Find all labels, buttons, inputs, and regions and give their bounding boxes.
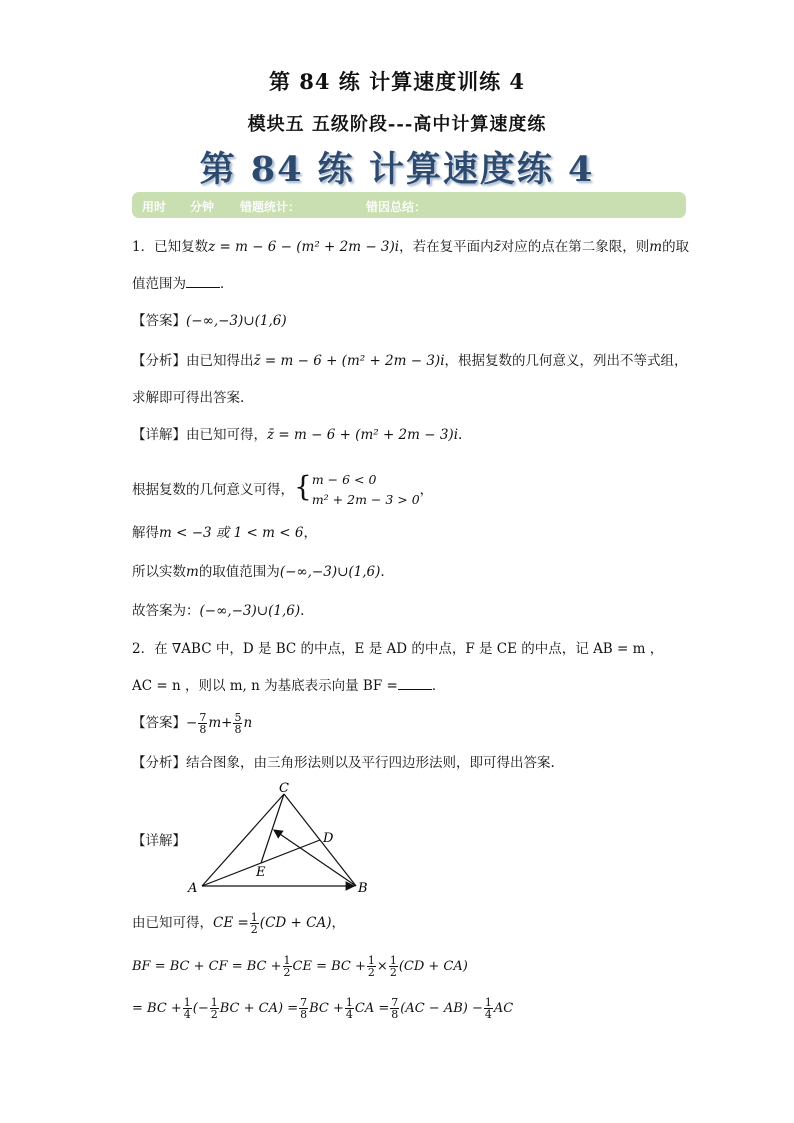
q1-answer [132,312,287,330]
text: . [380,564,385,580]
text: ，根据复数的几何意义，列出不等式组， [444,353,688,369]
numerator: 1 [367,954,375,967]
vector-bf [274,830,356,886]
text: AC = n ，则以 m, n 为基底表示向量 BF = [132,678,398,694]
q2-ce-line [132,912,345,935]
answer-label: 【答案】 [132,313,186,329]
formula: (−∞,−3)∪(1,6) [199,603,301,619]
q1-range [132,563,385,581]
text: + [221,715,233,731]
fraction [367,955,376,978]
module-subtitle: 模块五 五级阶段---高中计算速度练 [247,114,547,135]
numerator: 7 [391,996,399,1009]
inequality-stack [312,470,420,510]
side-ac [202,794,284,886]
numerator: 1 [250,911,258,924]
formula: z̄ = m − 6 + (m² + 2m − 3)i [253,353,445,369]
label-c: C [279,781,289,796]
time-label: 用时 [142,200,167,214]
formula: (− [192,1001,209,1016]
formula: × [376,959,388,974]
text: ． [220,276,234,292]
formula: m [186,564,199,580]
text: 1．已知复数 [132,239,209,255]
formula: z̄ [493,239,501,255]
text: ， [419,482,434,498]
denominator: 2 [250,923,258,936]
text: 的取 [662,239,690,255]
text: ， [303,525,317,541]
text: ， [331,915,345,931]
error-summary-label: 错因总结： [366,200,427,214]
fraction [345,997,354,1020]
inequality-2: m² + 2m − 3 > 0 [311,492,420,507]
q1-stem-line2 [132,275,234,293]
numerator: 1 [210,996,218,1009]
numerator: 7 [199,711,207,724]
answer-value: (−∞,−3)∪(1,6) [186,313,287,329]
denominator: 2 [367,966,375,979]
formula: CA = [354,1001,390,1016]
numerator: 1 [484,996,492,1009]
segment-ce [261,794,284,863]
text: 对应的点在第二象限，则 [500,239,650,255]
formula: − [186,715,198,731]
analysis-label: 【分析】 [132,755,186,771]
denominator: 8 [300,1008,308,1021]
fraction [183,997,192,1020]
label-d: D [323,831,334,846]
label-a: A [188,881,198,896]
label-b: B [358,881,368,896]
formula: BC + [309,1001,344,1016]
formula: (AC − AB) − [400,1001,483,1016]
formula: AC [493,1001,514,1016]
answer-blank [398,677,432,690]
fraction [283,955,292,978]
formula: n [243,715,253,731]
q2-stem-line2 [132,677,445,695]
numerator: 1 [345,996,353,1009]
q2-stem-line1: 2．在 ∇ABC 中，D 是 BC 的中点，E 是 AD 的中点，F 是 CE 的中点，记 AB = m ， [132,641,664,657]
formula: BF = BC + CF = BC + [132,959,282,974]
denominator: 4 [484,1008,492,1021]
error-stats-label: 错题统计： [240,200,301,214]
formula: z̄ = m − 6 + (m² + 2m − 3)i [267,427,459,443]
q2-answer [132,712,252,735]
text: . [458,427,463,443]
text: 由已知得出 [186,353,254,369]
q2-detail-label: 【详解】 [132,833,186,849]
denominator: 2 [283,966,291,979]
denominator: 8 [391,1008,399,1021]
fraction [299,997,308,1020]
text: 值范围为 [132,276,186,292]
banner-title: 第 84 练 计算速度练 4 [199,149,595,190]
formula: m [208,715,222,731]
q1-solve [132,524,317,542]
minutes-label: 分钟 [190,200,215,214]
q1-final [132,602,304,620]
numerator: 1 [283,954,291,967]
formula: CE = [213,915,249,931]
text: 的取值范围为 [198,564,280,580]
denominator: 4 [183,1008,191,1021]
text: 结合图象，由三角形法则以及平行四边形法则，即可得出答案. [186,755,555,771]
triangle-figure [186,780,376,896]
numerator: 1 [389,954,397,967]
numerator: 7 [300,996,308,1009]
q2-bf-line1 [132,955,468,978]
denominator: 2 [210,1008,218,1021]
numerator: 1 [183,996,191,1009]
fraction [210,997,219,1020]
formula: m < −3 或 1 < m < 6 [159,525,304,541]
answer-label: 【答案】 [132,715,186,731]
text: 由已知可得， [132,915,213,931]
q1-analysis-line1 [132,352,688,370]
denominator: 4 [345,1008,353,1021]
formula: BC + CA) = [219,1001,299,1016]
formula: (−∞,−3)∪(1,6) [279,564,381,580]
formula: m [649,239,663,255]
fraction [233,712,242,735]
info-bar [132,192,686,218]
formula: CE = BC + [292,959,366,974]
numerator: 5 [234,711,242,724]
q2-analysis [132,754,555,772]
text: ． [431,678,446,694]
formula: = BC + [132,1001,182,1016]
brace-icon: { [294,470,312,503]
text: ，若在复平面内 [399,239,494,255]
fraction [390,997,399,1020]
fraction [484,997,493,1020]
denominator: 2 [389,966,397,979]
page-title: 第 84 练 计算速度训练 4 [268,69,526,94]
text: 解得 [132,525,159,541]
formula: z = m − 6 − (m² + 2m − 3)i [208,239,400,255]
detail-label: 【详解】 [132,427,186,443]
text: . [300,603,305,619]
fraction [250,912,259,935]
formula: (CD + CA) [398,959,468,974]
q2-bf-line2 [132,997,513,1020]
q1-stem-line1 [132,238,689,256]
denominator: 8 [199,723,207,736]
answer-blank [186,275,220,288]
label-e: E [256,865,266,880]
inequality-1: m − 6 < 0 [311,472,377,487]
denominator: 8 [234,723,242,736]
formula: (CD + CA) [259,915,332,931]
q1-inequality-system [132,470,433,510]
text: 根据复数的几何意义可得， [132,482,294,498]
text: 由已知可得， [186,427,267,443]
q1-analysis-line2: 求解即可得出答案. [132,390,245,406]
analysis-label: 【分析】 [132,353,186,369]
text: 故答案为： [132,603,200,619]
fraction [198,712,207,735]
q1-detail [132,426,462,444]
fraction [389,955,398,978]
text: 所以实数 [132,564,186,580]
